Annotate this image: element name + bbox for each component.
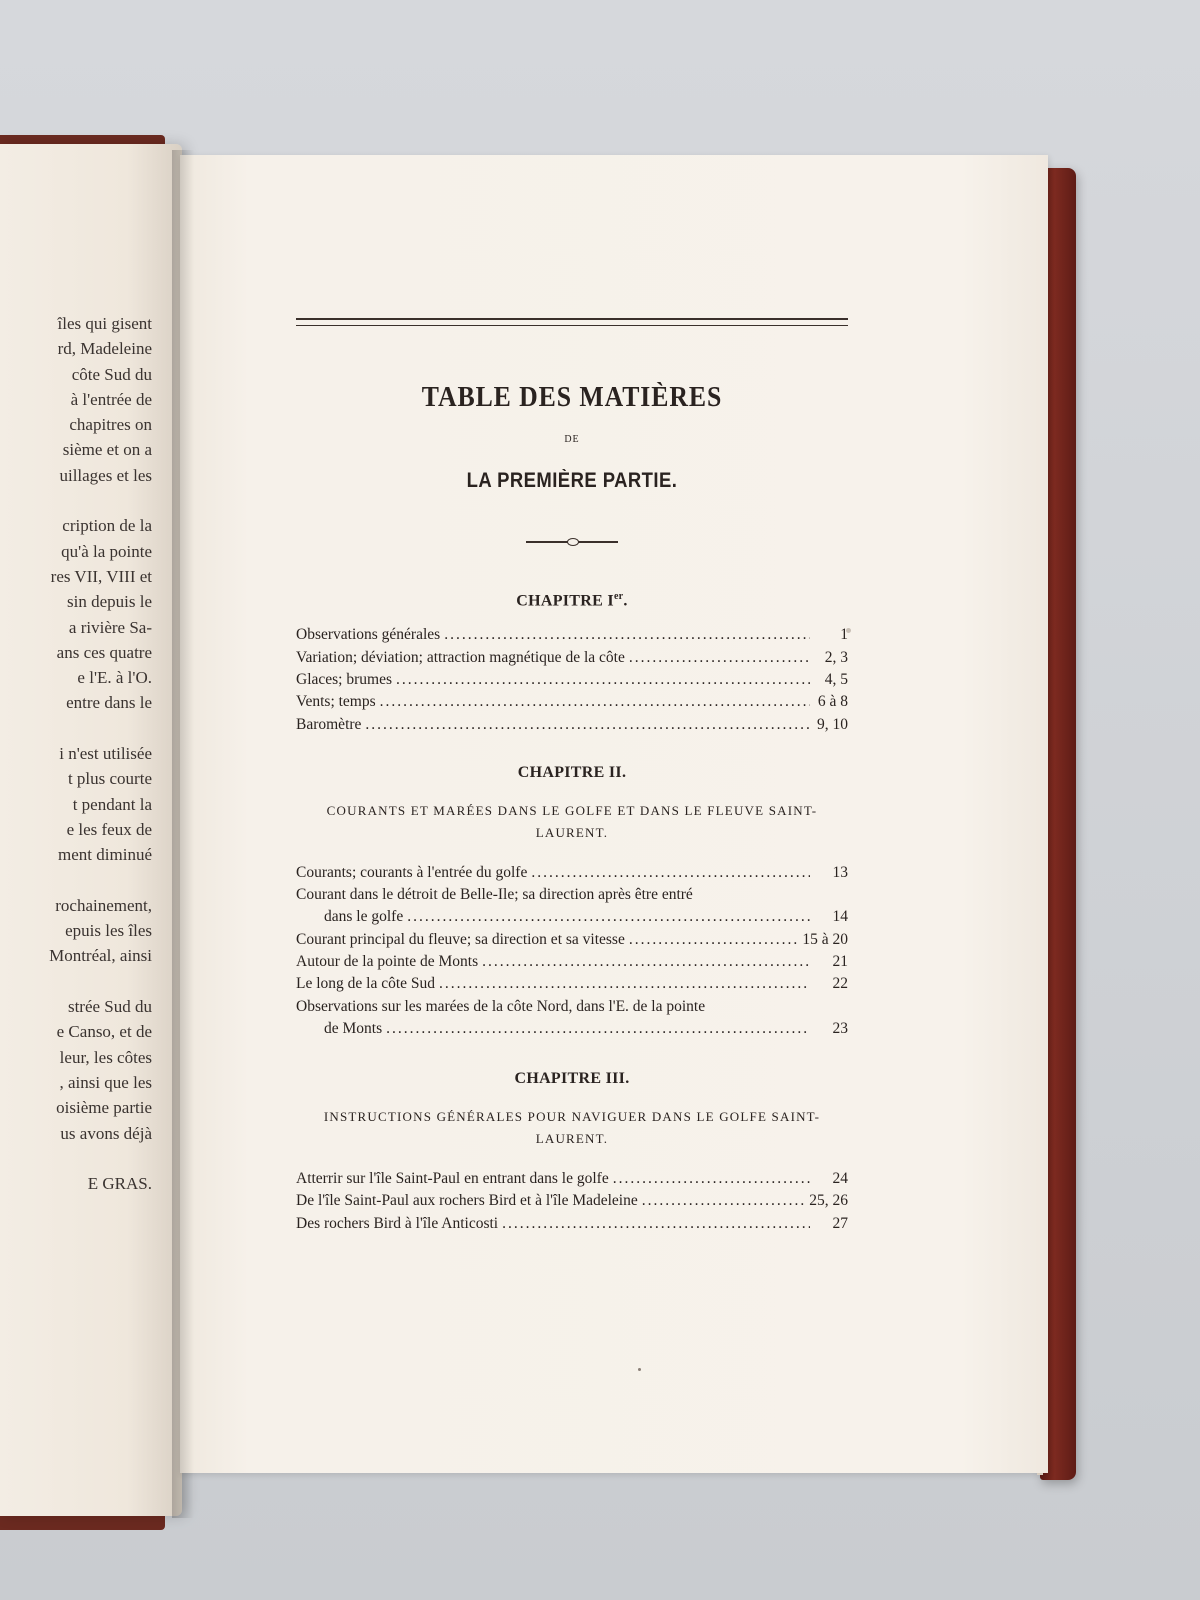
toc-entry-label: Courants; courants à l'entrée du golfe	[296, 863, 528, 881]
left-page-line: i n'est utilisée	[59, 744, 152, 764]
toc-entry-label: Baromètre	[296, 715, 362, 733]
chapter-heading: CHAPITRE Ier.	[516, 591, 628, 610]
left-page-line: t plus courte	[67, 769, 152, 789]
left-page-line: entre dans le	[66, 693, 152, 713]
left-page-line: rochainement,	[55, 895, 152, 915]
toc-entry-page: 21	[832, 953, 848, 970]
toc-entry-label: de Monts	[324, 1019, 383, 1037]
toc-entry-page: 22	[832, 975, 848, 993]
toc-entry	[296, 1213, 848, 1235]
left-page-line: Montréal, ainsi	[49, 946, 152, 966]
left-page-line: strée Sud du	[67, 997, 152, 1017]
title-connector: DE	[564, 434, 580, 445]
left-page-line: sième et on a	[62, 440, 152, 460]
toc-entry-label: Le long de la côte Sud	[296, 975, 436, 993]
toc-entry-label: Vents; temps	[296, 693, 376, 711]
toc-entry-label: Observations générales	[296, 626, 441, 644]
toc-entry	[296, 884, 848, 906]
header-rule	[296, 318, 848, 326]
book-gutter	[172, 150, 194, 1518]
toc-entry	[296, 973, 848, 995]
left-page-line: e les feux de	[66, 819, 152, 839]
toc-entry	[296, 624, 848, 646]
dot-leader	[502, 1213, 810, 1235]
left-page-line: epuis les îles	[65, 921, 152, 941]
dot-leader	[642, 1190, 806, 1212]
dot-leader	[629, 929, 799, 951]
left-page-line: t pendant la	[72, 794, 152, 814]
left-page-line: rd, Madeleine	[57, 339, 152, 359]
toc-entry-label: Autour de la pointe de Monts	[296, 953, 479, 970]
left-page-line: à l'entrée de	[70, 389, 152, 409]
toc-entry-page: 6 à 8	[817, 693, 848, 711]
toc-entry-label: Courant dans le détroit de Belle-Ile; sa direction après être entré	[296, 886, 693, 904]
left-page-line: oisième partie	[56, 1098, 152, 1118]
left-page-line	[0, 1146, 152, 1171]
toc-entry	[296, 1190, 848, 1212]
left-page-line: leur, les côtes	[59, 1047, 152, 1067]
page-subtitle: LA PREMIÈRE PARTIE.	[466, 469, 678, 492]
left-page-line: chapitres on	[69, 415, 152, 435]
toc-entry-label: Courant principal du fleuve; sa direction et sa vitesse	[296, 930, 625, 948]
chapters-list	[296, 591, 848, 1235]
left-page-line: uillages et les	[59, 465, 152, 485]
left-page-line: e Canso, et de	[56, 1022, 152, 1042]
toc-entry	[296, 669, 848, 691]
left-page-line: res VII, VIII et	[50, 566, 152, 586]
toc-entry-page: 23	[832, 1019, 848, 1037]
toc-entry-page: 13	[832, 863, 848, 881]
page-title: TABLE DES MATIÈRES	[421, 382, 723, 413]
toc-entry	[296, 929, 848, 951]
toc-entry	[296, 951, 848, 973]
chapter-subheading: INSTRUCTIONS GÉNÉRALES POUR NAVIGUER DANS LE GOLFE SAINT-LAURENT.	[323, 1109, 821, 1147]
toc-entry-page: 4, 5	[824, 670, 848, 688]
entries-list	[296, 624, 848, 735]
left-page-line: , ainsi que les	[59, 1072, 152, 1092]
toc-entry	[296, 691, 848, 713]
left-page-line: qu'à la pointe	[61, 541, 152, 561]
dot-leader	[613, 1168, 810, 1190]
left-page-text	[0, 311, 152, 1196]
left-page	[0, 144, 182, 1516]
entries-list	[296, 1168, 848, 1235]
chapter-heading: CHAPITRE III.	[514, 1070, 630, 1088]
dot-leader	[444, 624, 810, 646]
left-page-line: îles qui gisent	[57, 314, 152, 333]
toc-entry	[296, 1018, 848, 1040]
left-page-line: e l'E. à l'O.	[77, 668, 152, 688]
left-page-line	[0, 969, 152, 994]
entries-list	[296, 862, 848, 1040]
toc-entry-page: 1	[840, 626, 848, 644]
page-speck	[638, 1368, 641, 1371]
toc-entry-page: 15 à 20	[802, 930, 848, 948]
toc-entry	[296, 996, 848, 1018]
toc-entry	[296, 862, 848, 884]
toc-entry	[296, 647, 848, 669]
toc-entry	[296, 714, 848, 736]
toc-entry-label: Atterrir sur l'île Saint-Paul en entrant dans le golfe	[296, 1170, 609, 1188]
left-page-line: a rivière Sa-	[68, 617, 152, 637]
toc-entry-label: De l'île Saint-Paul aux rochers Bird et à l'île Madeleine	[296, 1192, 638, 1210]
dot-leader	[407, 906, 810, 928]
left-page-line: côte Sud du	[71, 364, 152, 384]
toc-entry-page: 24	[832, 1170, 848, 1188]
chapter-heading: CHAPITRE II.	[517, 763, 627, 781]
toc-entry-label: Observations sur les marées de la côte Nord, dans l'E. de la pointe	[296, 997, 706, 1015]
chapter-subheading: COURANTS ET MARÉES DANS LE GOLFE ET DANS LE FLEUVE SAINT-LAURENT.	[326, 802, 818, 840]
dot-leader	[386, 1018, 810, 1040]
toc-entry-page: 2, 3	[824, 648, 848, 666]
left-page-line	[0, 716, 152, 741]
dot-leader	[380, 691, 810, 713]
toc-entry-page: 25, 26	[809, 1192, 848, 1210]
left-page-line: ment diminué	[58, 845, 152, 865]
toc-entry-label: Des rochers Bird à l'île Anticosti	[296, 1214, 499, 1232]
left-page-line: ans ces quatre	[56, 642, 152, 662]
dot-leader	[482, 951, 810, 973]
toc-entry	[296, 1168, 848, 1190]
dot-leader	[531, 862, 810, 884]
left-page-line	[0, 488, 152, 513]
toc-entry-page: 14	[832, 908, 848, 926]
toc-entry-page: 27	[832, 1214, 848, 1232]
table-of-contents	[296, 318, 848, 1235]
left-page-line: us avons déjà	[60, 1123, 152, 1143]
toc-entry-label: dans le golfe	[324, 908, 404, 926]
dot-leader	[365, 714, 810, 736]
toc-entry-label: Glaces; brumes	[296, 670, 392, 688]
dot-leader	[439, 973, 810, 995]
left-page-line	[0, 868, 152, 893]
chapter-heading-sup: er	[613, 591, 624, 602]
dot-leader	[396, 669, 810, 691]
left-page-line: cription de la	[62, 516, 152, 536]
toc-entry-label: Variation; déviation; attraction magnétique de la côte	[296, 648, 625, 666]
toc-entry	[296, 906, 848, 928]
toc-entry-page: 9, 10	[817, 715, 848, 733]
left-page-line: E GRAS.	[87, 1174, 152, 1194]
left-page-line: sin depuis le	[67, 592, 152, 612]
dot-leader	[629, 647, 810, 669]
ornament-divider	[526, 537, 618, 547]
